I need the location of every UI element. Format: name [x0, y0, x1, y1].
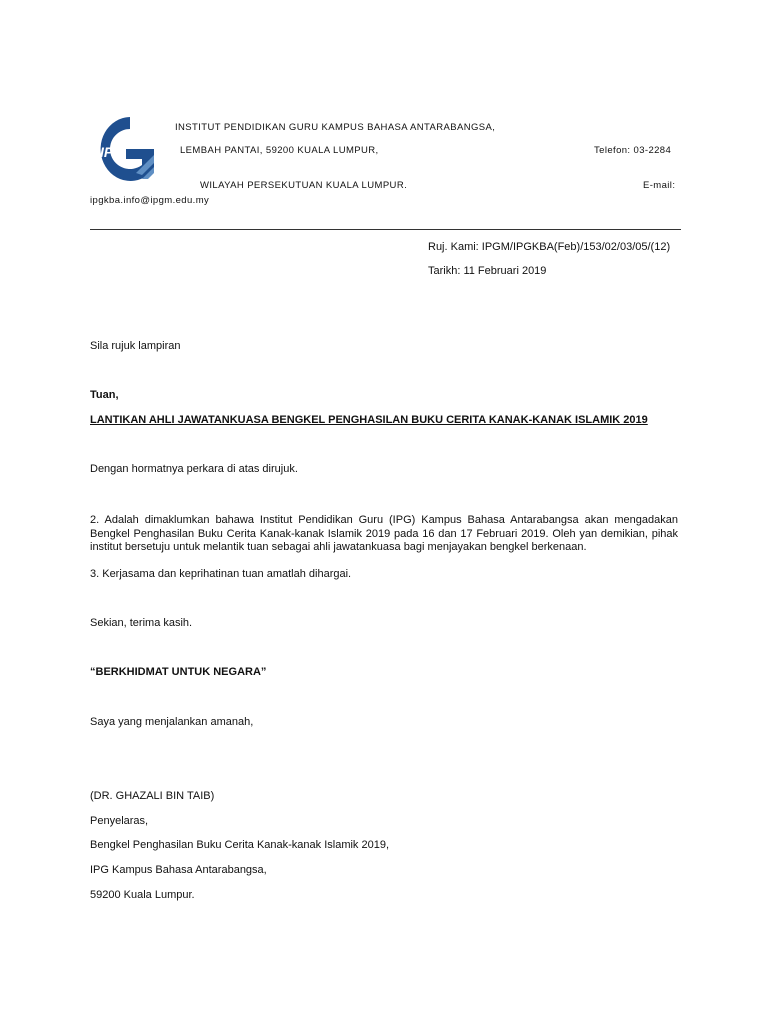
signatory-name: (DR. GHAZALI BIN TAIB) [90, 790, 215, 802]
closing-line: Sekian, terima kasih. [90, 617, 193, 629]
letter-date: Tarikh: 11 Februari 2019 [428, 265, 547, 277]
signatory-title: Penyelaras, [90, 815, 149, 827]
subject-line: LANTIKAN AHLI JAWATANKUASA BENGKEL PENGHASILAN BUKU CERITA KANAK-KANAK ISLAMIK 2019 [90, 414, 648, 426]
salutation: Tuan, [90, 389, 119, 401]
signatory-city: 59200 Kuala Lumpur. [90, 889, 195, 901]
motto: “BERKHIDMAT UNTUK NEGARA” [90, 666, 267, 678]
header-divider [90, 229, 681, 230]
reference-number: Ruj. Kami: IPGM/IPGKBA(Feb)/153/02/03/05/(12) [428, 241, 671, 253]
paragraph-2: 2. Adalah dimaklumkan bahawa Institut Pendidikan Guru (IPG) Kampus Bahasa Antarabangsa akan mengadakan Bengkel Penghasilan Buku Cerita Kanak-kanak Islamik 2019 pada 16 dan 17 Februari 2019. Oleh yan demikian, pihak institut bersetuju untuk melantik tuan sebagai ahli jawatankuasa bagi menjayakan bengkel berkenaan. [90, 514, 678, 553]
opening-line: Dengan hormatnya perkara di atas dirujuk. [90, 463, 298, 475]
email-label: E-mail: [643, 180, 676, 191]
paragraph-3: 3. Kerjasama dan keprihatinan tuan amatlah dihargai. [90, 568, 352, 580]
institute-name: INSTITUT PENDIDIKAN GURU KAMPUS BAHASA ANTARABANGSA, [175, 122, 496, 133]
attachment-note: Sila rujuk lampiran [90, 340, 181, 352]
logo-text: IPG [100, 144, 125, 160]
signatory-org: IPG Kampus Bahasa Antarabangsa, [90, 864, 267, 876]
phone-number: Telefon: 03-2284 [594, 145, 672, 156]
institute-state: WILAYAH PERSEKUTUAN KUALA LUMPUR. [200, 180, 408, 191]
trust-line: Saya yang menjalankan amanah, [90, 716, 254, 728]
institute-address: LEMBAH PANTAI, 59200 KUALA LUMPUR, [180, 145, 379, 156]
signatory-event: Bengkel Penghasilan Buku Cerita Kanak-kanak Islamik 2019, [90, 839, 390, 851]
email-address: ipgkba.info@ipgm.edu.my [90, 195, 210, 206]
ipg-logo [90, 113, 158, 189]
